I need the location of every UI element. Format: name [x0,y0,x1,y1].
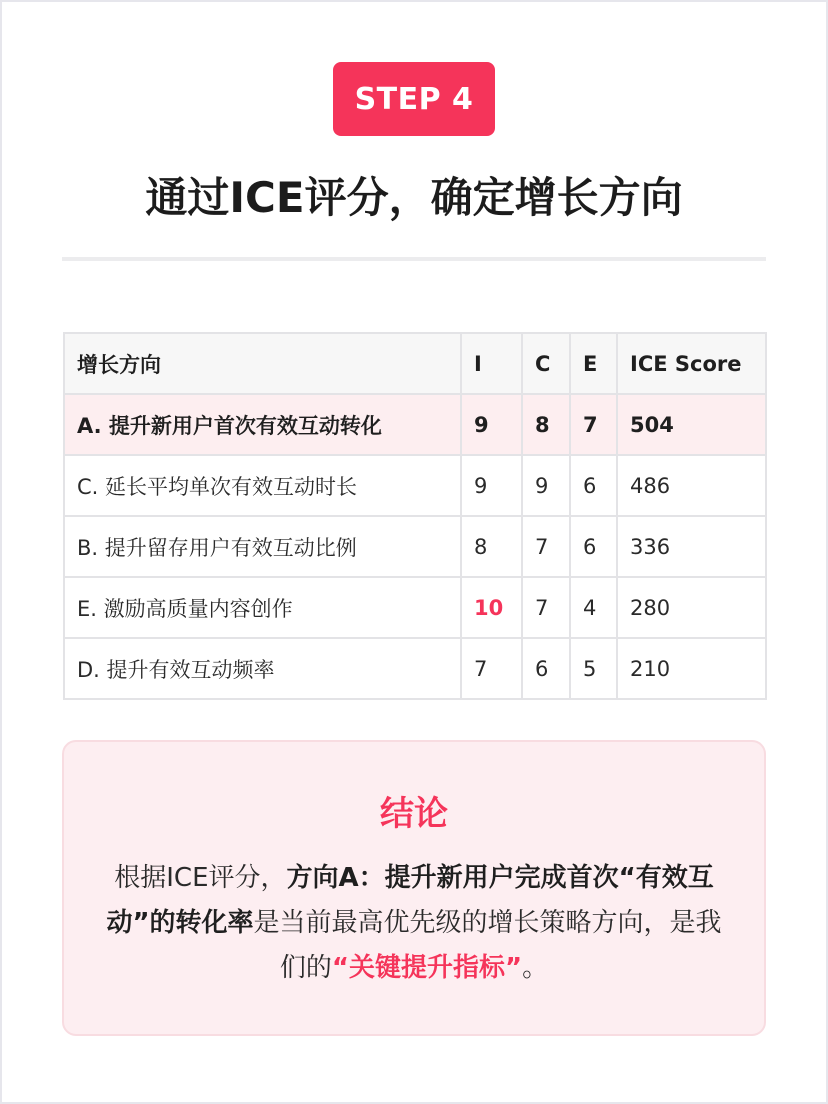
cell-i: 9 [461,394,522,455]
ice-score-table [63,332,767,700]
header-score: ICE Score [617,333,766,394]
header-e: E [570,333,617,394]
cell-c: 7 [522,516,570,577]
cell-e: 6 [570,516,617,577]
cell-c: 9 [522,455,570,516]
table-row [64,638,766,699]
table-row [64,516,766,577]
cell-score: 504 [617,394,766,455]
cell-direction: E. 激励高质量内容创作 [64,577,461,638]
cell-i-highlighted: 10 [461,577,522,638]
header-c: C [522,333,570,394]
cell-e: 6 [570,455,617,516]
conclusion-text-part: 。 [522,953,549,983]
cell-e: 4 [570,577,617,638]
cell-score: 210 [617,638,766,699]
cell-c: 6 [522,638,570,699]
page-title: 通过ICE评分，确定增长方向 [145,173,683,222]
conclusion-text-part: 根据ICE评分， [114,863,287,893]
conclusion-card [62,740,766,1036]
cell-direction: C. 延长平均单次有效互动时长 [64,455,461,516]
cell-score: 336 [617,516,766,577]
header-i: I [461,333,522,394]
conclusion-title: 结论 [380,794,448,834]
cell-i: 7 [461,638,522,699]
cell-e: 7 [570,394,617,455]
cell-e: 5 [570,638,617,699]
table-row [64,577,766,638]
conclusion-text [102,856,726,991]
cell-score: 486 [617,455,766,516]
table-row [64,455,766,516]
cell-c: 8 [522,394,570,455]
cell-i: 9 [461,455,522,516]
conclusion-text-part: 是当前最高优先级的增长策略方向，是我们的 [253,908,722,983]
header-direction: 增长方向 [64,333,461,394]
cell-direction: A. 提升新用户首次有效互动转化 [64,394,461,455]
cell-score: 280 [617,577,766,638]
table-row [64,394,766,455]
step-badge: STEP 4 [333,62,495,136]
cell-i: 8 [461,516,522,577]
table-header-row [64,333,766,394]
conclusion-highlight: “关键提升指标” [331,953,523,983]
conclusion-bold-phrase: 方向A：提升新用户完成首次“有效互动”的转化率 [106,863,714,938]
cell-direction: D. 提升有效互动频率 [64,638,461,699]
cell-c: 7 [522,577,570,638]
cell-direction: B. 提升留存用户有效互动比例 [64,516,461,577]
title-divider [62,257,766,261]
